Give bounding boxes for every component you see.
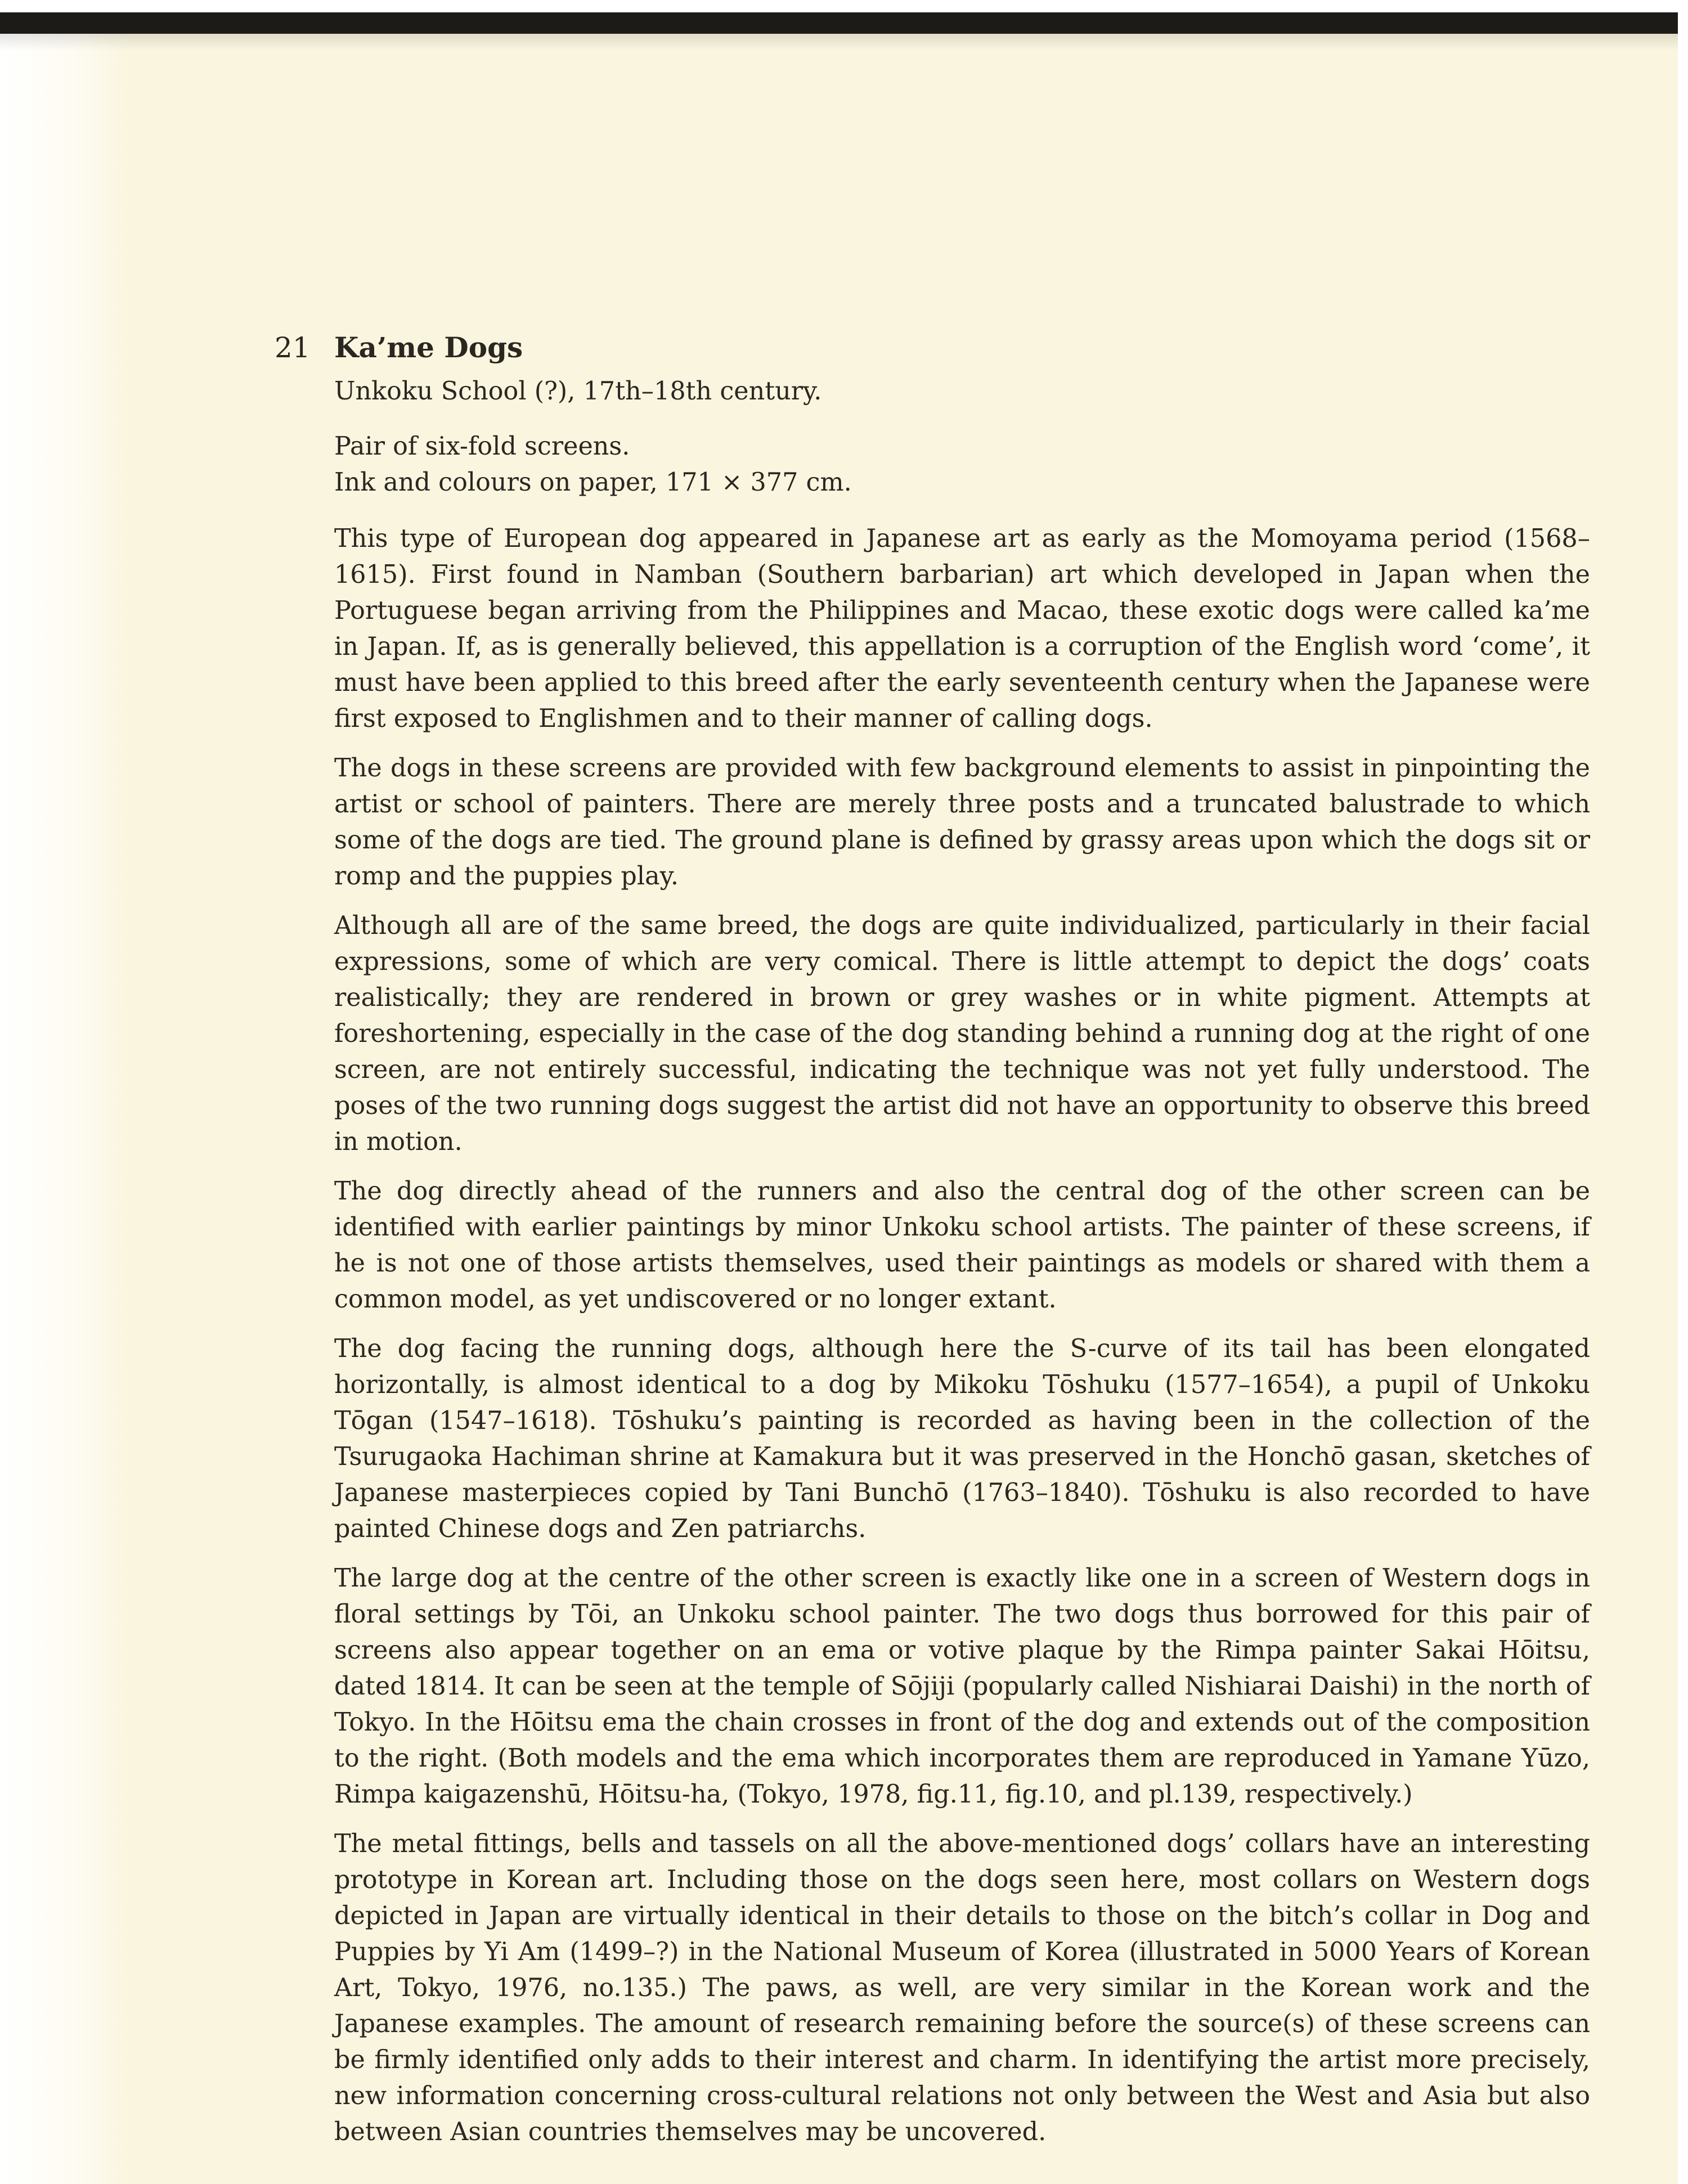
entry-attribution: Unkoku School (?), 17th–18th century. — [334, 377, 822, 406]
scan-top-band — [0, 12, 1678, 34]
catalogue-entry — [275, 330, 1591, 2164]
page-left-edge — [0, 34, 129, 2184]
entry-body — [334, 374, 1590, 2150]
entry-heading — [275, 330, 1591, 366]
paragraph-individuality: Although all are of the same breed, the dogs are quite individualized, particularly in their facial expressions, some of which are very comical. There is little attempt to depict the dogs’ coats realistically; they are rendered in brown or grey washes or in white pigment. Attempts at foreshortening, especially in the case of the dog standing behind a running dog at the right of one screen, are not entirely successful, indicating the technique was not yet fully understood. The poses of the two running dogs suggest the artist did not have an opportunity to observe this breed in motion. — [334, 911, 1590, 1156]
paragraph-unkoku-sources: The dog directly ahead of the runners and also the central dog of the other screen can be identified with earlier paintings by minor Unkoku school artists. The painter of these screens, if he is not one of those artists themselves, used their paintings as models or shared with them a common model, as yet undiscovered or no longer extant. — [334, 1177, 1590, 1314]
entry-medium: Ink and colours on paper, 171 × 377 cm. — [334, 468, 852, 497]
paragraph-hoitsu-ema: The large dog at the centre of the other screen is exactly like one in a screen of Western dogs in floral settings by Tōi, an Unkoku school painter. The two dogs thus borrowed for this pair of screens also appear together on an ema or votive plaque by the Rimpa painter Sakai Hōitsu, dated 1814. It can be seen at the temple of Sōjiji (popularly called Nishiarai Daishi) in the north of Tokyo. In the Hōitsu ema the chain crosses in front of the dog and extends out of the composition to the right. (Both models and the ema which incorporates them are reproduced in Yamane Yūzo, Rimpa kaigazenshū, Hōitsu-ha, (Tokyo, 1978, fig.11, fig.10, and pl.139, respectively.) — [334, 1564, 1590, 1809]
entry-title: Ka’me Dogs — [334, 331, 523, 364]
paragraph-korean-prototype: The metal fittings, bells and tassels on all the above-mentioned dogs’ collars have an interesting prototype in Korean art. Including those on the dogs seen here, most collars on Western dogs depicted in Japan are virtually identical in their details to those on the bitch’s collar in Dog and Puppies by Yi Am (1499–?) in the National Museum of Korea (illustrated in 5000 Years of Korean Art, Tokyo, 1976, no.135.) The paws, as well, are very similar in the Korean work and the Japanese examples. The amount of research remaining before the source(s) of these screens can be firmly identified only adds to their interest and charm. In identifying the artist more precisely, new information concerning cross-cultural relations not only between the West and Asia but also between Asian countries themselves may be uncovered. — [334, 1830, 1590, 2146]
entry-number: 21 — [275, 331, 311, 364]
paragraph-toshuku: The dog facing the running dogs, although here the S-curve of its tail has been elongated horizontally, is almost identical to a dog by Mikoku Tōshuku (1577–1654), a pupil of Unkoku Tōgan (1547–1618). Tōshuku’s painting is recorded as having been in the collection of the Tsurugaoka Hachiman shrine at Kamakura but it was preserved in the Honchō gasan, sketches of Japanese masterpieces copied by Tani Bunchō (1763–1840). Tōshuku is also recorded to have painted Chinese dogs and Zen patriarchs. — [334, 1334, 1590, 1543]
scan-top-strip — [0, 0, 1688, 12]
book-page — [0, 34, 1678, 2184]
entry-format: Pair of six-fold screens. — [334, 432, 630, 461]
paragraph-background: The dogs in these screens are provided with few background elements to assist in pinpointing the artist or school of painters. There are merely three posts and a truncated balustrade to which some of the dogs are tied. The ground plane is defined by grassy areas upon which the dogs sit or romp and the puppies play. — [334, 754, 1590, 891]
paragraph-origin: This type of European dog appeared in Japanese art as early as the Momoyama period (1568–1615). First found in Namban (Southern barbarian) art which developed in Japan when the Portuguese began arriving from the Philippines and Macao, these exotic dogs were called ka’me in Japan. If, as is generally believed, this appellation is a corruption of the English word ‘come’, it must have been applied to this breed after the early seventeenth century when the Japanese were first exposed to Englishmen and to their manner of calling dogs. — [334, 524, 1590, 733]
entry-details — [334, 429, 1590, 501]
page-top-shadow — [0, 34, 1678, 51]
